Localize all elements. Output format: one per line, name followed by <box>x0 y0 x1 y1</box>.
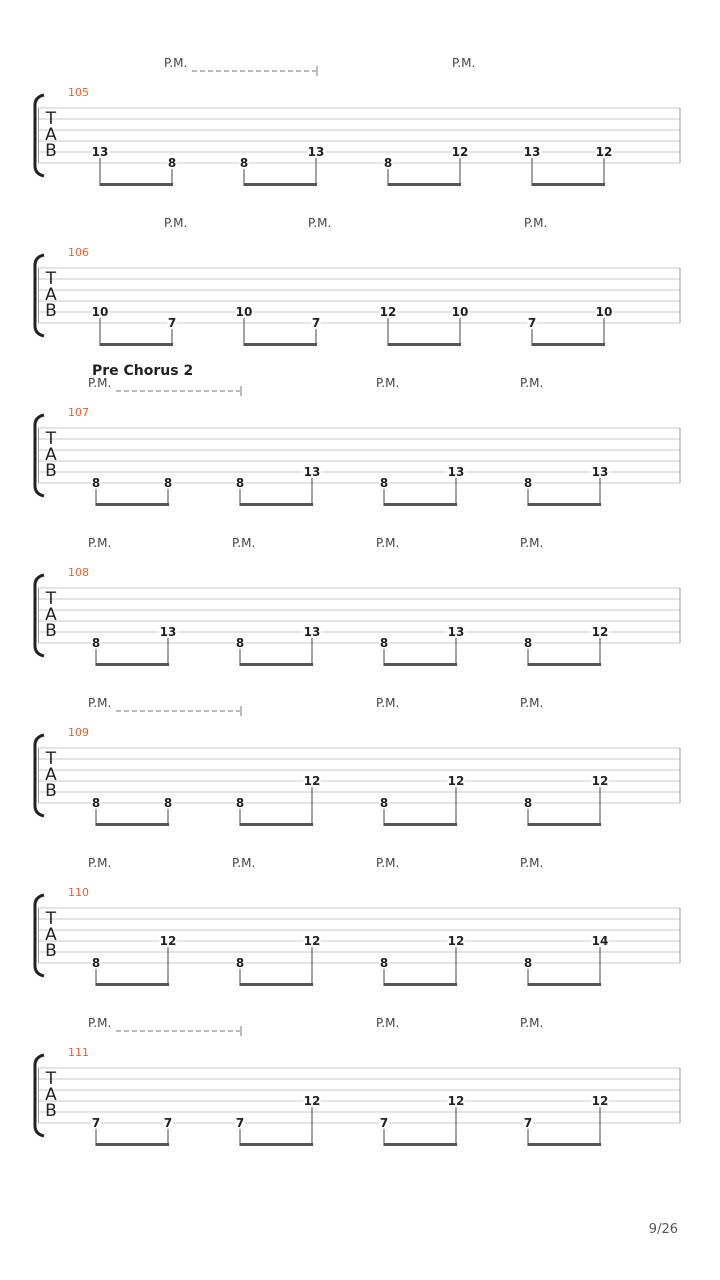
note-beam <box>528 983 601 986</box>
note-beam <box>528 663 601 666</box>
palm-mute-label: P.M. <box>308 216 332 230</box>
fret-number: 12 <box>447 934 465 948</box>
fret-number: 12 <box>447 774 465 788</box>
fret-number: 13 <box>307 145 325 159</box>
fret-number: 8 <box>379 636 389 650</box>
tab-clef-letter: T <box>45 749 57 769</box>
staff-bracket <box>35 735 44 816</box>
tab-system <box>35 856 680 986</box>
fret-number: 8 <box>91 956 101 970</box>
tab-system <box>35 216 680 346</box>
fret-number: 7 <box>91 1116 101 1130</box>
tab-system <box>35 696 680 826</box>
tab-clef-letter: T <box>45 269 57 289</box>
fret-number: 7 <box>235 1116 245 1130</box>
fret-number: 8 <box>235 956 245 970</box>
note-beam <box>384 823 457 826</box>
fret-number: 12 <box>447 1094 465 1108</box>
fret-number: 12 <box>591 774 609 788</box>
tab-system <box>35 363 680 506</box>
note-beam <box>532 343 605 346</box>
tab-clef-letter: A <box>45 765 57 785</box>
tab-clef-letter: T <box>45 589 57 609</box>
fret-number: 13 <box>303 465 321 479</box>
fret-number: 10 <box>451 305 469 319</box>
fret-number: 8 <box>523 956 533 970</box>
note-beam <box>100 183 173 186</box>
staff-bracket <box>35 415 44 496</box>
palm-mute-label: P.M. <box>164 56 188 70</box>
fret-number: 8 <box>163 476 173 490</box>
tab-clef-letter: A <box>45 285 57 305</box>
palm-mute-label: P.M. <box>520 376 544 390</box>
fret-number: 8 <box>379 476 389 490</box>
tab-clef-letter: A <box>45 125 57 145</box>
tab-system <box>35 1016 680 1146</box>
section-label: Pre Chorus 2 <box>92 363 194 379</box>
fret-number: 7 <box>167 316 177 330</box>
note-beam <box>384 503 457 506</box>
staff-bracket <box>35 255 44 336</box>
fret-number: 7 <box>523 1116 533 1130</box>
staff-bracket <box>35 895 44 976</box>
fret-number: 7 <box>379 1116 389 1130</box>
fret-number: 8 <box>235 796 245 810</box>
fret-number: 8 <box>379 796 389 810</box>
fret-number: 12 <box>303 774 321 788</box>
fret-number: 13 <box>447 465 465 479</box>
tab-clef-letter: B <box>45 461 57 481</box>
fret-number: 10 <box>595 305 613 319</box>
tab-clef-letter: B <box>45 301 57 321</box>
fret-number: 12 <box>159 934 177 948</box>
fret-number: 12 <box>303 934 321 948</box>
note-beam <box>388 183 461 186</box>
palm-mute-label: P.M. <box>520 696 544 710</box>
fret-number: 8 <box>235 476 245 490</box>
palm-mute-label: P.M. <box>232 856 256 870</box>
fret-number: 14 <box>591 934 609 948</box>
tab-clef-letter: B <box>45 621 57 641</box>
fret-number: 13 <box>91 145 109 159</box>
fret-number: 13 <box>591 465 609 479</box>
measure-number: 105 <box>68 86 89 99</box>
fret-number: 7 <box>311 316 321 330</box>
note-beam <box>240 823 313 826</box>
tab-clef-letter: T <box>45 1069 57 1089</box>
tab-clef-letter: A <box>45 445 57 465</box>
fret-number: 8 <box>163 796 173 810</box>
palm-mute-label: P.M. <box>232 536 256 550</box>
note-beam <box>96 663 169 666</box>
fret-number: 10 <box>235 305 253 319</box>
fret-number: 13 <box>447 625 465 639</box>
note-beam <box>528 503 601 506</box>
fret-number: 8 <box>523 796 533 810</box>
tab-clef-letter: B <box>45 781 57 801</box>
fret-number: 8 <box>91 636 101 650</box>
tab-clef-letter: T <box>45 909 57 929</box>
measure-number: 111 <box>68 1046 89 1059</box>
palm-mute-label: P.M. <box>376 856 400 870</box>
palm-mute-label: P.M. <box>88 856 112 870</box>
palm-mute-label: P.M. <box>376 536 400 550</box>
tab-clef-letter: B <box>45 1101 57 1121</box>
palm-mute-label: P.M. <box>376 1016 400 1030</box>
tab-clef-letter: T <box>45 109 57 129</box>
palm-mute-label: P.M. <box>520 1016 544 1030</box>
fret-number: 12 <box>451 145 469 159</box>
staff-bracket <box>35 575 44 656</box>
fret-number: 13 <box>159 625 177 639</box>
palm-mute-label: P.M. <box>88 376 112 390</box>
palm-mute-label: P.M. <box>520 856 544 870</box>
note-beam <box>388 343 461 346</box>
note-beam <box>240 983 313 986</box>
palm-mute-label: P.M. <box>88 696 112 710</box>
note-beam <box>244 183 317 186</box>
palm-mute-label: P.M. <box>376 696 400 710</box>
palm-mute-label: P.M. <box>520 536 544 550</box>
fret-number: 12 <box>303 1094 321 1108</box>
tab-clef-letter: T <box>45 429 57 449</box>
fret-number: 10 <box>91 305 109 319</box>
fret-number: 13 <box>523 145 541 159</box>
staff-bracket <box>35 1055 44 1136</box>
tab-clef-letter: B <box>45 141 57 161</box>
palm-mute-label: P.M. <box>88 1016 112 1030</box>
palm-mute-label: P.M. <box>88 536 112 550</box>
tab-clef-letter: B <box>45 941 57 961</box>
note-beam <box>532 183 605 186</box>
fret-number: 8 <box>523 636 533 650</box>
tab-system <box>35 56 680 186</box>
tab-clef-letter: A <box>45 605 57 625</box>
palm-mute-label: P.M. <box>376 376 400 390</box>
note-beam <box>100 343 173 346</box>
note-beam <box>528 823 601 826</box>
fret-number: 7 <box>527 316 537 330</box>
fret-number: 7 <box>163 1116 173 1130</box>
tab-system <box>35 536 680 666</box>
note-beam <box>384 983 457 986</box>
fret-number: 12 <box>591 1094 609 1108</box>
note-beam <box>384 1143 457 1146</box>
palm-mute-label: P.M. <box>164 216 188 230</box>
measure-number: 110 <box>68 886 89 899</box>
fret-number: 8 <box>91 796 101 810</box>
measure-number: 108 <box>68 566 89 579</box>
measure-number: 109 <box>68 726 89 739</box>
note-beam <box>384 663 457 666</box>
note-beam <box>528 1143 601 1146</box>
fret-number: 13 <box>303 625 321 639</box>
page-number: 9/26 <box>648 1222 678 1237</box>
palm-mute-label: P.M. <box>524 216 548 230</box>
fret-number: 12 <box>595 145 613 159</box>
fret-number: 8 <box>167 156 177 170</box>
fret-number: 8 <box>235 636 245 650</box>
fret-number: 8 <box>239 156 249 170</box>
fret-number: 12 <box>379 305 397 319</box>
fret-number: 12 <box>591 625 609 639</box>
note-beam <box>240 663 313 666</box>
fret-number: 8 <box>379 956 389 970</box>
tab-clef-letter: A <box>45 925 57 945</box>
note-beam <box>240 1143 313 1146</box>
measure-number: 107 <box>68 406 89 419</box>
note-beam <box>96 1143 169 1146</box>
note-beam <box>244 343 317 346</box>
palm-mute-label: P.M. <box>452 56 476 70</box>
staff-bracket <box>35 95 44 176</box>
fret-number: 8 <box>523 476 533 490</box>
note-beam <box>96 983 169 986</box>
fret-number: 8 <box>91 476 101 490</box>
fret-number: 8 <box>383 156 393 170</box>
measure-number: 106 <box>68 246 89 259</box>
note-beam <box>96 503 169 506</box>
note-beam <box>240 503 313 506</box>
tab-clef-letter: A <box>45 1085 57 1105</box>
note-beam <box>96 823 169 826</box>
